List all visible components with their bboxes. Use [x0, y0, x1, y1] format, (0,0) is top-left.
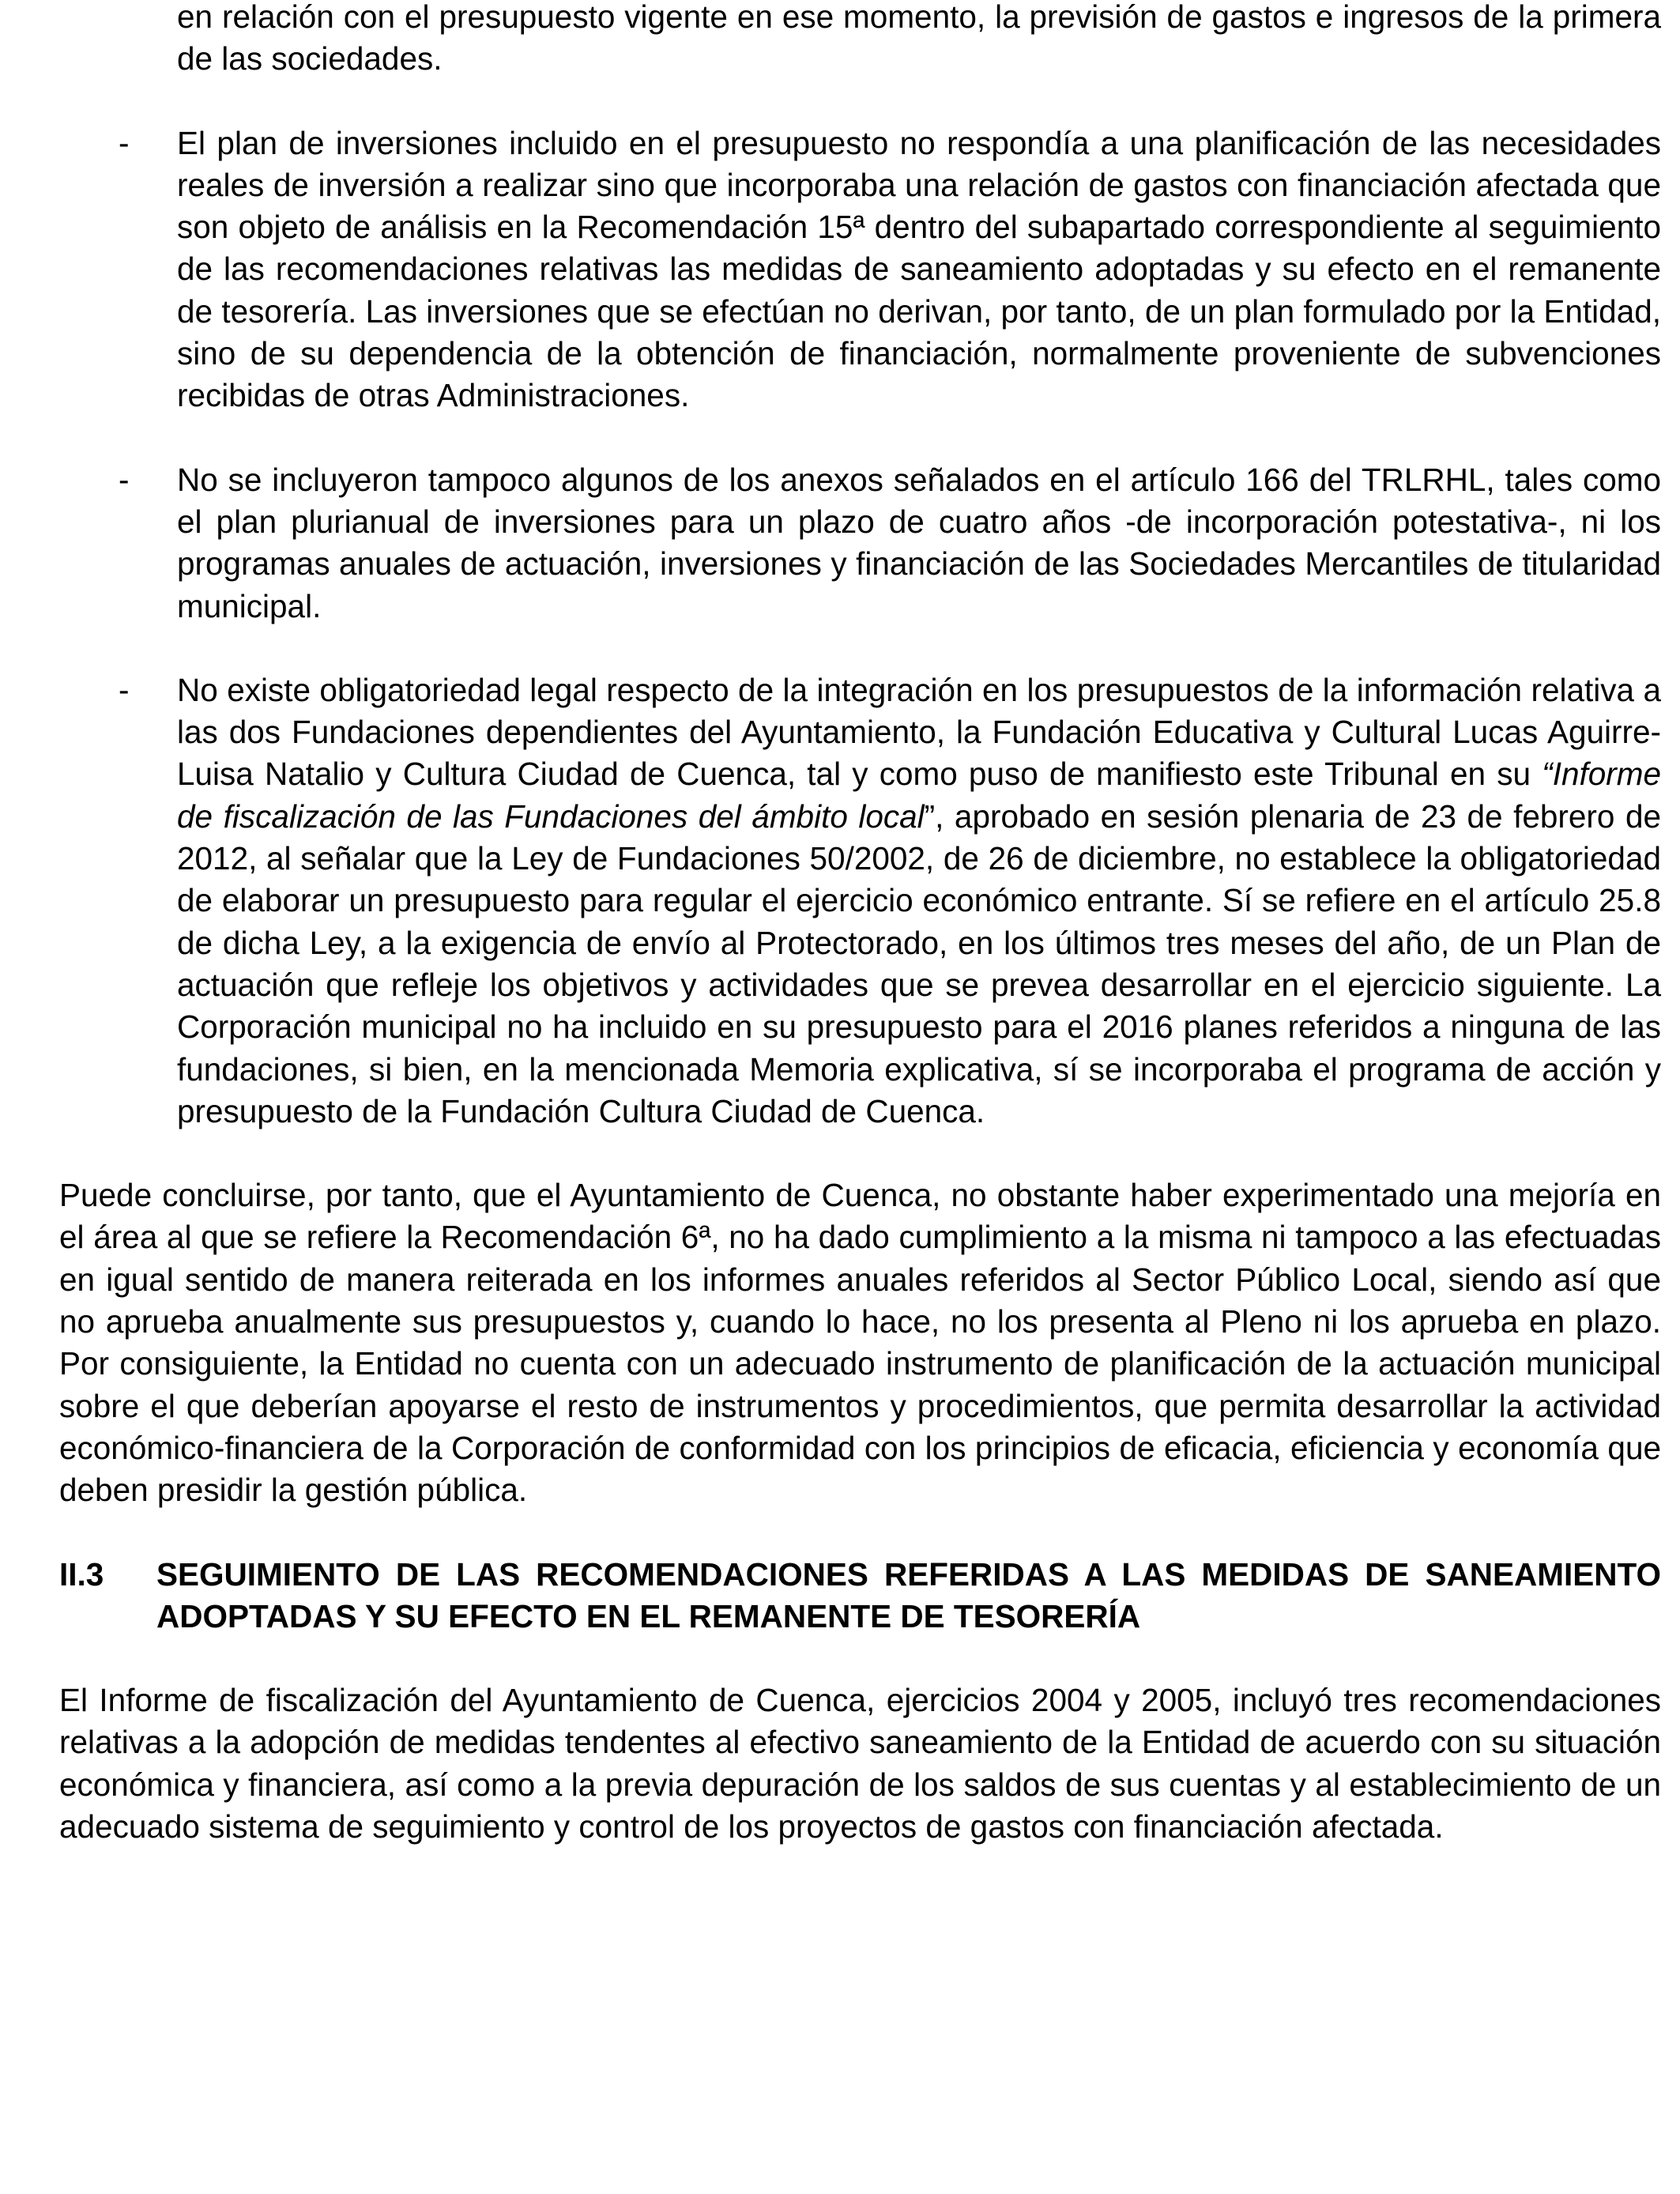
bullet-list [59, 123, 1661, 1133]
bullet-marker: - [119, 461, 130, 498]
list-item [59, 669, 1661, 1133]
list-item-text-after: ”, aprobado en sesión plenaria de 23 de febrero de 2012, al señalar que la Ley de Fundaciones 50/2002, de 26 de diciembre, no establece la obligatoriedad de elaborar un presupuesto para regular el ejercicio económico entrante. Sí se refiere en el artículo 25.8 de dicha Ley, a la exigencia de envío al Protectorado, en los últimos tres meses del año, de un Plan de actuación que refleje los objetivos y actividades que se prevea desarrollar en el ejercicio siguiente. La Corporación municipal no ha incluido en su presupuesto para el 2016 planes referidos a ninguna de las fundaciones, si bien, en la mencionada Memoria explicativa, sí se incorporaba el programa de acción y presupuesto de la Fundación Cultura Ciudad de Cuenca. [177, 797, 1662, 1129]
list-item [59, 123, 1661, 417]
list-item-text: El plan de inversiones incluido en el presupuesto no respondía a una planificación de las necesidades reales de inversión a realizar sino que incorporaba una relación de gastos con financiación afectada que son objeto de análisis en la Recomendación 15ª dentro del subapartado correspondiente al seguimiento de las recomendaciones relativas las medidas de saneamiento adoptadas y su efecto en el remanente de tesorería. Las inversiones que se efectúan no derivan, por tanto, de un plan formulado por la Entidad, sino de su dependencia de la obtención de financiación, normalmente proveniente de subvenciones recibidas de otras Administraciones. [177, 124, 1661, 414]
bullet-marker: - [119, 124, 130, 161]
list-item [59, 459, 1661, 628]
report-title-italic: “Informe de fiscalización de las Fundaciones del ámbito local [177, 756, 1661, 835]
final-paragraph: El Informe de fiscalización del Ayuntamiento de Cuenca, ejercicios 2004 y 2005, incluyó tres recomendaciones relativas a la adopción de medidas tendentes al efectivo saneamiento de la Entidad de acuerdo con su situación económica y financiera, así como a la previa depuración de los saldos de sus cuentas y al establecimiento de un adecuado sistema de seguimiento y control de los proyectos de gastos con financiación afectada. [59, 1682, 1661, 1845]
conclusion-paragraph: Puede concluirse, por tanto, que el Ayuntamiento de Cuenca, no obstante haber experimentado una mejoría en el área al que se refiere la Recomendación 6ª, no ha dado cumplimiento a la misma ni tampoco a las efectuadas en igual sentido de manera reiterada en los informes anuales referidos al Sector Público Local, siendo así que no aprueba anualmente sus presupuestos y, cuando lo hace, no los presenta al Pleno ni los aprueba en plazo. Por consiguiente, la Entidad no cuenta con un adecuado instrumento de planificación de la actuación municipal sobre el que deberían apoyarse el resto de instrumentos y procedimientos, que permita desarrollar la actividad económico-financiera de la Corporación de conformidad con los principios de eficacia, eficiencia y economía que deben presidir la gestión pública. [59, 1177, 1661, 1509]
list-item-text: No se incluyeron tampoco algunos de los anexos señalados en el artículo 166 del TRLRHL, tales como el plan plurianual de inversiones para un plazo de cuatro años -de incorporación potestativa-, ni los programas anuales de actuación, inversiones y financiación de las Sociedades Mercantiles de titularidad municipal. [177, 461, 1661, 624]
bullet-marker: - [119, 671, 130, 708]
section-number: II.3 [59, 1555, 104, 1593]
section-heading [59, 1554, 1661, 1638]
list-item-text-before: No existe obligatoriedad legal respecto de la integración en los presupuestos de la información relativa a las dos Fundaciones dependientes del Ayuntamiento, la Fundación Educativa y Cultural Lucas Aguirre-Luisa Natalio y Cultura Ciudad de Cuenca, tal y como puso de manifiesto este Tribunal en su [177, 671, 1661, 793]
section-title: SEGUIMIENTO DE LAS RECOMENDACIONES REFERIDAS A LAS MEDIDAS DE SANEAMIENTO ADOPTADAS Y SU EFECTO EN EL REMANENTE DE TESORERÍA [156, 1555, 1661, 1634]
lead-paragraph: en relación con el presupuesto vigente en ese momento, la previsión de gastos e ingresos de la primera de las sociedades. [177, 0, 1661, 77]
document-page [59, 0, 1661, 1848]
list-item-text [177, 669, 1661, 1133]
